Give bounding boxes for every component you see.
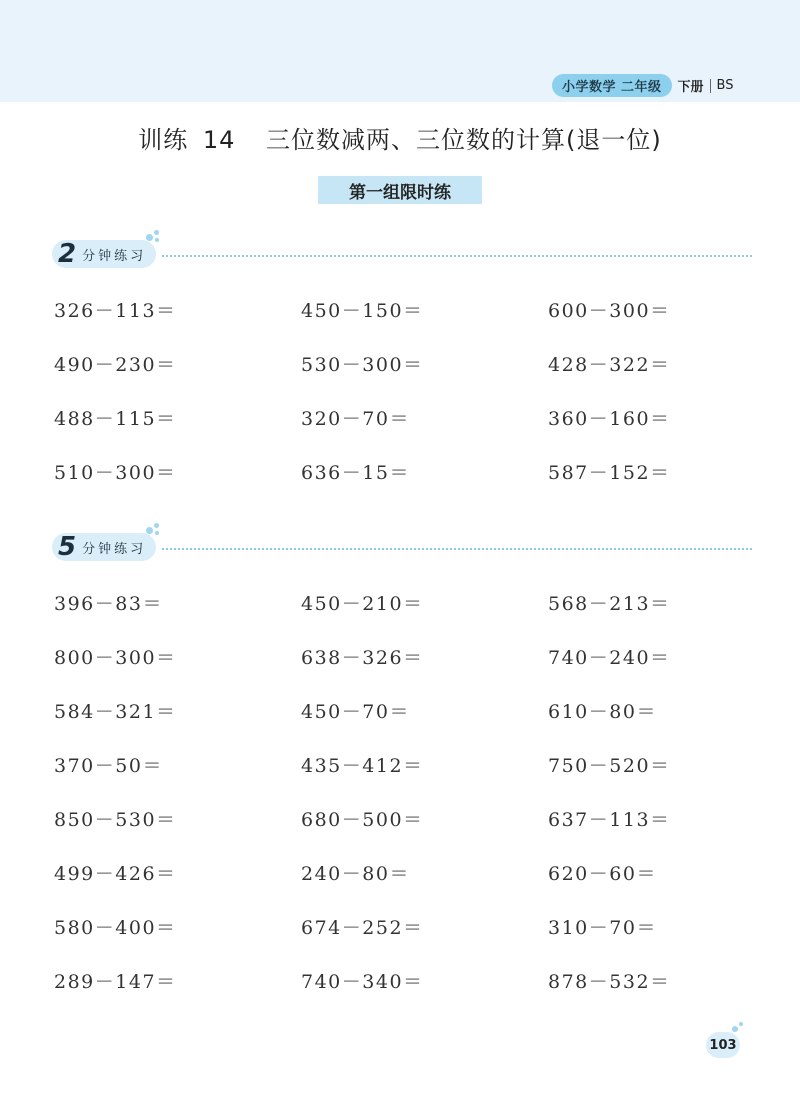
exercise-row [54,589,754,619]
droplet-icon [144,523,162,537]
title-topic: 三位数减两、三位数的计算(退一位) [266,126,662,154]
exercise-item: 289－147＝ [54,971,177,993]
exercise-item: 428－322＝ [548,354,671,376]
book-title: 小学数学 二年级 [552,74,672,97]
book-edition: BS [716,78,734,93]
exercise-item: 638－326＝ [301,647,424,669]
exercise-item: 800－300＝ [54,647,177,669]
exercise-item: 240－80＝ [301,863,410,885]
exercise-item: 490－230＝ [54,354,177,376]
timer-badge [52,533,156,561]
badge-minutes: 5 [58,532,77,562]
exercise-item: 510－300＝ [54,462,177,484]
group-subtitle: 第一组限时练 [318,176,482,204]
exercise-item: 680－500＝ [301,809,424,831]
exercise-item: 878－532＝ [548,971,671,993]
book-volume: 下册 [677,80,704,95]
exercise-row [54,458,754,488]
exercise-row [54,859,754,889]
exercise-item: 396－83＝ [54,593,163,615]
exercise-item: 620－60＝ [548,863,657,885]
droplet-icon [144,230,162,244]
title-number: 14 [202,126,236,154]
page-droplet-icon [732,1022,746,1034]
dotted-divider [162,255,752,257]
exercise-item: 310－70＝ [548,917,657,939]
exercise-row [54,296,754,326]
exercise-item: 435－412＝ [301,755,424,777]
exercise-item: 584－321＝ [54,701,177,723]
exercise-item: 499－426＝ [54,863,177,885]
exercise-item: 568－213＝ [548,593,671,615]
exercise-item: 450－210＝ [301,593,424,615]
exercise-row [54,913,754,943]
section-header-2min [52,236,752,272]
exercise-row [54,805,754,835]
exercise-item: 530－300＝ [301,354,424,376]
exercise-item: 674－252＝ [301,917,424,939]
exercise-item: 610－80＝ [548,701,657,723]
exercise-row [54,350,754,380]
exercise-item: 360－160＝ [548,408,671,430]
exercise-row [54,404,754,434]
exercise-item: 450－70＝ [301,701,410,723]
exercise-item: 637－113＝ [548,809,671,831]
exercise-item: 370－50＝ [54,755,163,777]
exercise-item: 850－530＝ [54,809,177,831]
exercise-item: 450－150＝ [301,300,424,322]
book-tag [552,74,734,97]
exercise-row [54,751,754,781]
exercise-row [54,643,754,673]
exercise-item: 740－240＝ [548,647,671,669]
exercise-row [54,967,754,997]
exercise-item: 580－400＝ [54,917,177,939]
exercise-item: 488－115＝ [54,408,177,430]
exercise-row [54,697,754,727]
exercise-item: 740－340＝ [301,971,424,993]
tag-divider [710,79,711,93]
exercise-item: 750－520＝ [548,755,671,777]
badge-label: 分钟练习 [82,541,147,557]
title-prefix: 训练 [138,126,189,154]
exercise-item: 320－70＝ [301,408,410,430]
page-number: 103 [706,1032,740,1058]
exercise-item: 587－152＝ [548,462,671,484]
page-title [0,120,800,155]
dotted-divider [162,548,752,550]
timer-badge [52,240,156,268]
exercise-item: 600－300＝ [548,300,671,322]
section-header-5min [52,529,752,565]
badge-minutes: 2 [58,239,77,269]
exercise-item: 326－113＝ [54,300,177,322]
badge-label: 分钟练习 [82,248,147,264]
exercise-item: 636－15＝ [301,462,410,484]
